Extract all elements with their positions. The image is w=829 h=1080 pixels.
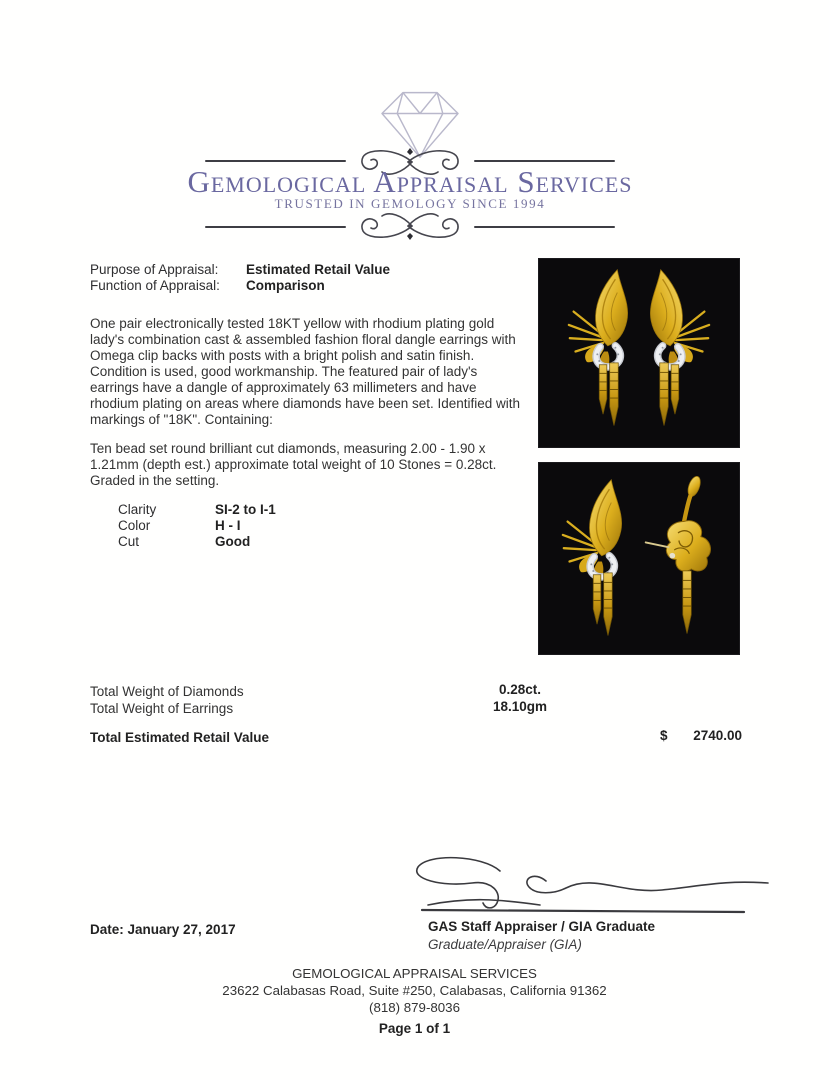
date-line: Date: January 27, 2017	[90, 922, 236, 937]
grading-value-color: H - I	[215, 518, 241, 533]
diamond-details: Ten bead set round brilliant cut diamonds, measuring 2.00 - 1.90 x 1.21mm (depth est.) approximate total weight of 10 Stones = 0.28ct. Graded in the setting.	[90, 441, 497, 488]
totals-values	[452, 682, 588, 715]
grading-label-clarity: Clarity	[118, 502, 157, 517]
retail-value-number: 2740.00	[693, 728, 742, 743]
total-diamonds-value: 0.28ct.	[498, 682, 542, 697]
divider-line	[474, 160, 615, 162]
total-diamonds-label: Total Weight of Diamonds	[90, 684, 244, 699]
footer-address: 23622 Calabasas Road, Suite #250, Calabasas, California 91362	[222, 982, 607, 998]
earrings-front-illustration	[538, 258, 740, 448]
footer-company: GEMOLOGICAL APPRAISAL SERVICES	[292, 966, 537, 981]
appraiser-signature	[398, 853, 778, 919]
appraisal-info	[90, 262, 390, 294]
brand-tagline: TRUSTED IN GEMOLOGY SINCE 1994	[274, 196, 546, 211]
brand-title: Gemological Appraisal Services	[187, 164, 633, 199]
function-label: Function of Appraisal:	[90, 278, 220, 293]
earrings-photo-front-back-view	[538, 462, 740, 655]
footer	[0, 966, 829, 1016]
function-value: Comparison	[246, 278, 325, 293]
grading-label-cut: Cut	[118, 534, 140, 549]
retail-value-amount	[660, 728, 742, 743]
totals-labels	[90, 684, 244, 717]
signer-credential: Graduate/Appraiser (GIA)	[428, 937, 582, 952]
retail-value-label: Total Estimated Retail Value	[90, 730, 270, 745]
grading-label-color: Color	[118, 518, 151, 533]
signer-title: GAS Staff Appraiser / GIA Graduate	[428, 919, 656, 934]
total-earrings-value: 18.10gm	[492, 698, 548, 714]
earrings-front-back-illustration	[538, 462, 740, 655]
purpose-value: Estimated Retail Value	[246, 262, 391, 277]
header-divider-bottom	[205, 212, 615, 242]
grading-table	[118, 502, 276, 550]
grading-value-clarity: SI-2 to I-1	[215, 502, 276, 517]
divider-line	[205, 226, 346, 228]
purpose-label: Purpose of Appraisal:	[90, 262, 219, 277]
signature-line	[422, 910, 744, 912]
divider-line	[474, 226, 615, 228]
earrings-photo-front-view	[538, 258, 740, 448]
flourish-icon	[348, 212, 472, 242]
currency-symbol: $	[660, 728, 668, 743]
total-earrings-label: Total Weight of Earrings	[90, 700, 234, 716]
divider-line	[205, 160, 346, 162]
page-indicator: Page 1 of 1	[378, 1021, 451, 1036]
grading-value-cut: Good	[215, 534, 251, 549]
footer-phone: (818) 879-8036	[369, 999, 460, 1015]
item-description: One pair electronically tested 18KT yellow with rhodium plating gold lady's combination cast & assembled fashion floral dangle earrings with Omega clip backs with posts with a bright polish and satin finish. Condition is used, good workmanship. The featured pair of lady's earrings have a dangle of approximately 63 millimeters and have rhodium plating on areas where diamonds have been set. Identified with markings of "18K". Containing:	[90, 316, 521, 427]
